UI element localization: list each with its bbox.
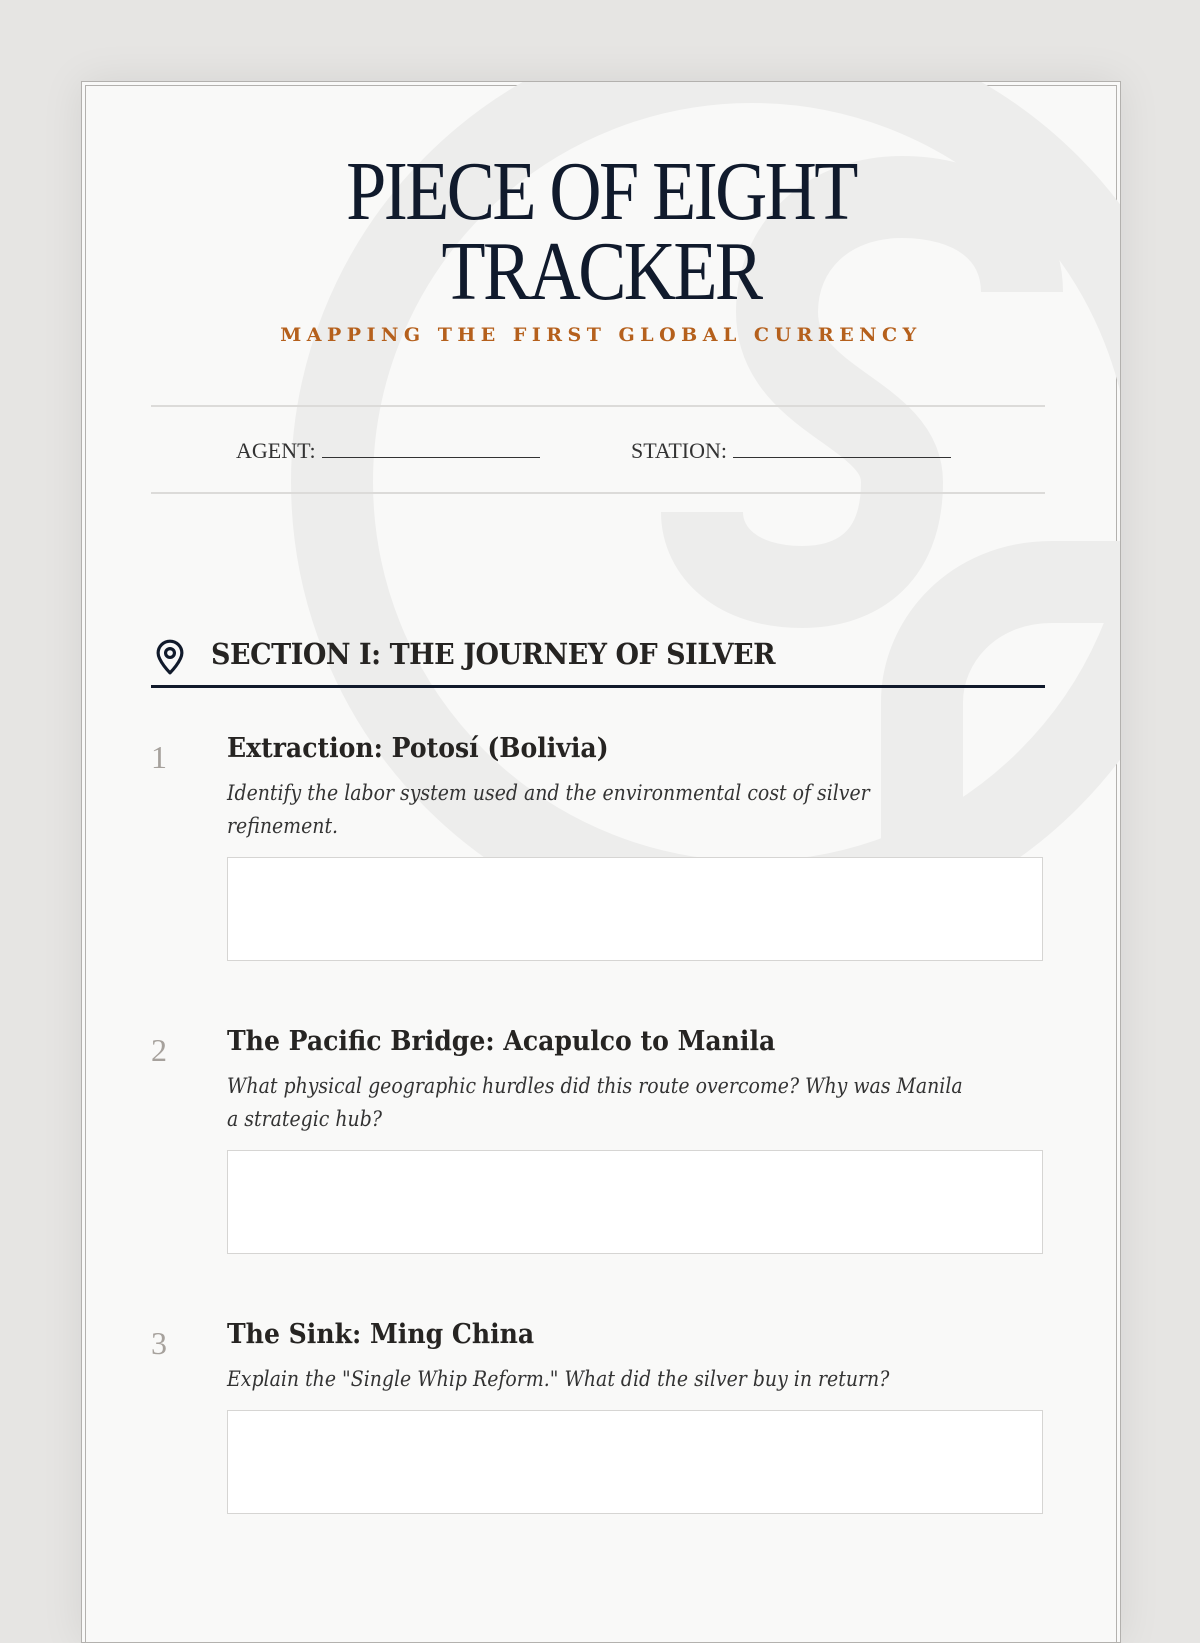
- agent-label: AGENT:: [236, 438, 316, 463]
- title-line-1: PIECE OF EIGHT: [346, 145, 856, 238]
- station-label: STATION:: [631, 438, 728, 463]
- question-prompt: What physical geographic hurdles did this route overcome? Why was Manila a strategic hub?: [227, 1074, 963, 1131]
- answer-box[interactable]: [227, 857, 1043, 961]
- question-title: The Sink: Ming China: [227, 1319, 535, 1350]
- agent-blank-line[interactable]: [322, 437, 540, 458]
- title-line-2: TRACKER: [441, 225, 761, 318]
- page-subtitle: MAPPING THE FIRST GLOBAL CURRENCY: [280, 324, 922, 346]
- worksheet-page: [81, 81, 1121, 1643]
- answer-box[interactable]: [227, 1410, 1043, 1514]
- answer-box[interactable]: [227, 1150, 1043, 1254]
- station-blank-line[interactable]: [733, 437, 951, 458]
- question-prompt: Explain the "Single Whip Reform." What did the silver buy in return?: [227, 1367, 890, 1391]
- question-title: Extraction: Potosí (Bolivia): [227, 733, 609, 764]
- question-number: 2: [151, 1032, 167, 1068]
- page-title: [155, 145, 1048, 318]
- question-number: 3: [151, 1325, 167, 1361]
- section-header: [151, 637, 1045, 688]
- divider-top: [151, 405, 1045, 407]
- divider-bottom: [151, 492, 1045, 494]
- station-field[interactable]: [631, 437, 951, 464]
- map-pin-icon: [151, 637, 189, 677]
- agent-field[interactable]: [236, 437, 540, 464]
- question-number: 1: [151, 739, 167, 775]
- section-title: SECTION I: THE JOURNEY OF SILVER: [211, 637, 776, 671]
- question-prompt: Identify the labor system used and the environmental cost of silver refinement.: [227, 781, 870, 838]
- question-title: The Pacific Bridge: Acapulco to Manila: [227, 1026, 776, 1057]
